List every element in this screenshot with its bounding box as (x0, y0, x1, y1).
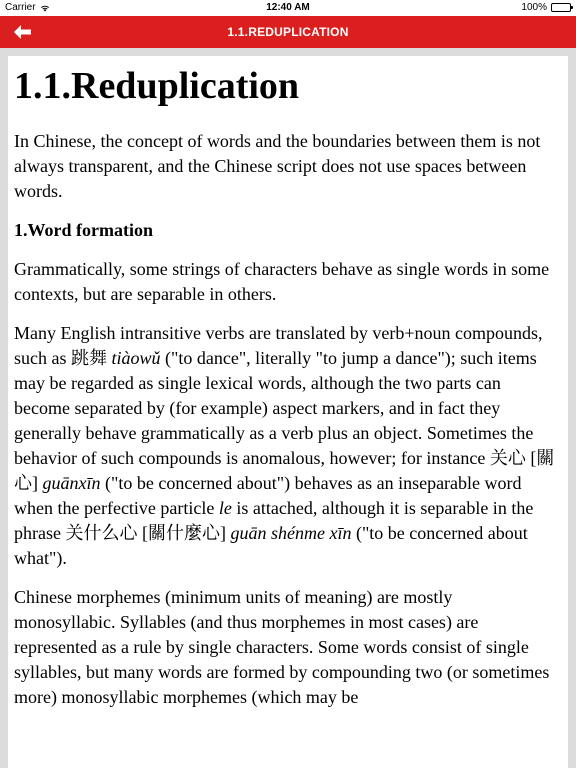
paragraph-compounds (14, 321, 558, 571)
paragraph-grammatical: Grammatically, some strings of characters behave as single words in some contexts, but are separable in others. (14, 259, 550, 305)
text-span: ("to dance", literally "to jump a dance"); such items may be regarded as single lexical words, although the two parts can become separated by (for example) aspect markers, and in fact they generally behave grammatically as a verb plus an object. Sometimes the behavior of such compounds is anomalous, however; for instance 关心 [關心] (14, 348, 555, 494)
text-span: ("to be concerned about what"). (14, 523, 528, 569)
article-content[interactable] (8, 56, 568, 768)
battery-indicator (521, 2, 571, 13)
navigation-bar (0, 16, 576, 48)
text-span: is attached, although it is separable in the phrase 关什么心 [關什麼心] (14, 498, 534, 544)
carrier-label: Carrier (5, 2, 36, 13)
paragraph-morphemes: Chinese morphemes (minimum units of meaning) are mostly monosyllabic. Syllables (and thus morphemes in most cases) are represented as a rule by single characters. Some words consist of single syllables, but many words are formed by compounding two (or sometimes more) monosyllabic morphemes (which may be (14, 587, 550, 708)
status-bar (0, 0, 576, 16)
paragraph-intro: In Chinese, the concept of words and the boundaries between them is not always transparent, and the Chinese script does not use spaces between words. (14, 131, 541, 202)
pinyin-le: le (218, 498, 232, 519)
status-time: 12:40 AM (266, 2, 310, 13)
text-span: Many English intransitive verbs are translated by verb+noun compounds, such as 跳舞 (14, 323, 543, 369)
battery-percent: 100% (521, 2, 547, 13)
text-span: ("to be concerned about") behaves as an inseparable word when the perfective particle (14, 473, 522, 519)
battery-icon (551, 3, 571, 12)
pinyin-guanxin: guānxīn (42, 473, 101, 494)
pinyin-guan-shenme-xin: guān shénme xīn (230, 523, 352, 544)
pinyin-tiaowu: tiàowǔ (111, 348, 161, 369)
section-heading-word-formation: 1.Word formation (14, 220, 153, 241)
nav-title: 1.1.REDUPLICATION (227, 25, 349, 39)
page-title: 1.1.Reduplication (14, 65, 300, 107)
